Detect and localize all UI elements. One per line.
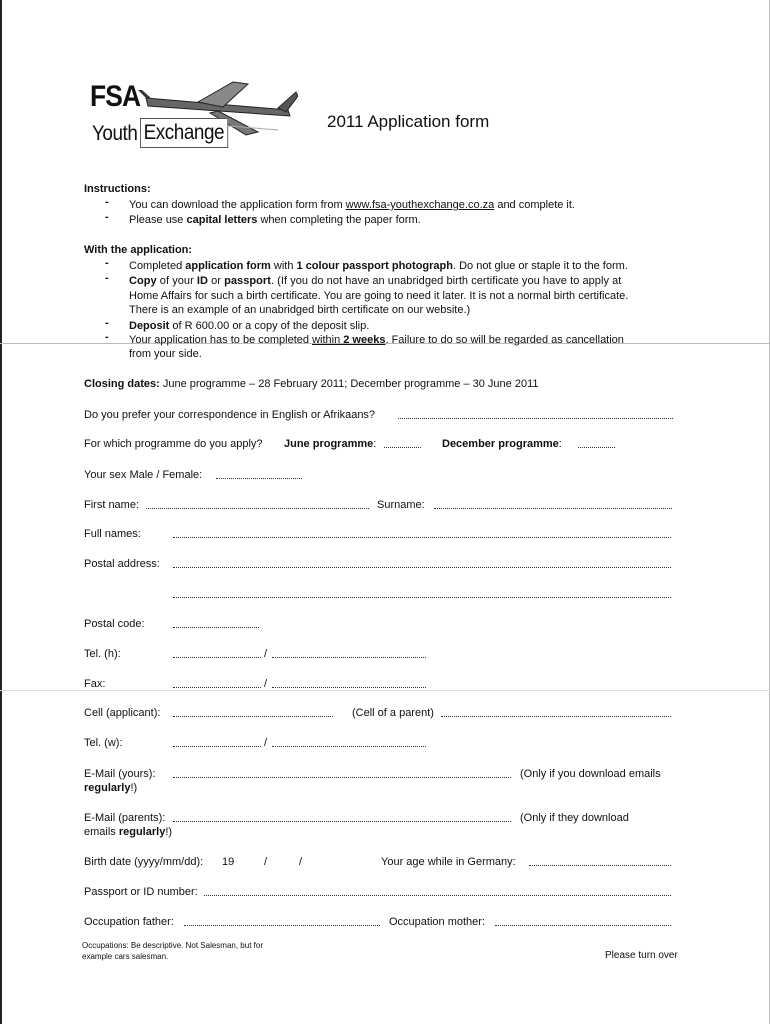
text: of R 600.00 or a copy of the deposit slip. [169,320,370,332]
fax-code-field[interactable] [173,686,261,688]
cell-parent-label: (Cell of a parent) [352,707,434,719]
cell-applicant-field[interactable] [173,715,333,717]
email-yours-label: E-Mail (yours): [84,768,156,780]
text: Your application has to be completed [129,334,313,346]
text: and complete it. [494,199,575,211]
birth-date-label: Birth date (yyyy/mm/dd): [84,856,204,868]
tel-h-label: Tel. (h): [84,648,121,660]
cell-parent-field[interactable] [441,715,671,717]
instruction-item [129,198,575,212]
text: Completed [129,260,186,272]
application-item [129,319,369,333]
footnote-line: Occupations: Be descriptive. Not Salesman, but for [82,941,263,950]
text: Please use [129,214,187,226]
text-bold: capital letters [186,214,258,226]
bullet: - [105,257,109,269]
application-item [129,259,628,273]
text: !) [165,826,173,838]
surname-label: Surname: [377,499,425,511]
postal-code-field[interactable] [173,626,259,628]
full-names-label: Full names: [84,528,141,540]
text-bold-underline: 2 weeks [343,334,386,346]
text: . Failure to do so will be regarded as cancellation [385,334,624,346]
tel-w-code-field[interactable] [173,745,261,747]
cell-applicant-label: Cell (applicant): [84,707,161,719]
fsa-logo [88,80,298,152]
email-yours-note: (Only if you download emails [520,768,661,780]
text-underline: within [312,334,344,346]
birth-date-19: 19 [222,856,235,868]
text-bold: passport [224,275,271,287]
occupation-mother-label: Occupation mother: [389,916,485,928]
text: . (If you do not have an unabridged birth certificate you have to apply at [270,275,622,287]
text: of your [156,275,197,287]
text: : [558,438,562,450]
text-bold: Deposit [129,320,170,332]
website-link[interactable]: www.fsa-youthexchange.co.za [345,199,495,211]
postal-address-label: Postal address: [84,558,160,570]
bullet: - [105,196,109,208]
december-programme-field[interactable] [578,446,615,448]
tel-h-code-field[interactable] [173,656,261,658]
email-parents-note: (Only if they download [520,812,629,824]
first-name-label: First name: [84,499,140,511]
text-bold: Copy [129,275,157,287]
sex-field[interactable] [216,477,302,479]
please-turn-over: Please turn over [605,950,678,961]
application-item-line: from your side. [129,348,202,360]
text-bold: regularly [118,826,166,838]
email-parents-field[interactable] [173,820,511,822]
text: or [208,275,225,287]
correspondence-field[interactable] [398,417,673,419]
logo-fsa: FSA [90,80,141,113]
bullet: - [105,317,109,329]
slash: / [299,856,303,868]
email-yours-field[interactable] [173,776,511,778]
passport-id-field[interactable] [204,894,671,896]
occupation-father-field[interactable] [184,924,380,926]
text-bold: 1 colour passport photograph [296,260,453,272]
surname-field[interactable] [434,507,672,509]
slash: / [264,856,268,868]
correspondence-label: Do you prefer your correspondence in English or Afrikaans? [84,409,376,421]
page-title: 2011 Application form [327,112,490,131]
june-programme-field[interactable] [384,446,421,448]
application-item-line: There is an example of an unabridged birth certificate on our website.) [129,304,471,316]
postal-address-field[interactable] [173,566,671,568]
text-bold: regularly [84,782,131,794]
occupation-father-label: Occupation father: [84,916,174,928]
text-bold: ID [196,275,209,287]
application-item [129,333,624,347]
slash: / [264,737,268,749]
scan-artifact-line [0,690,770,691]
fax-label: Fax: [84,678,106,690]
instruction-item [129,213,421,227]
email-yours-note-2 [84,781,137,795]
instructions-heading: Instructions: [84,183,151,195]
bullet: - [105,272,109,284]
slash: / [264,648,268,660]
footnote-line: example cars salesman. [82,952,169,961]
age-germany-label: Your age while in Germany: [381,856,516,868]
closing-dates [84,377,539,391]
december-programme-label [442,437,562,451]
email-parents-label: E-Mail (parents): [84,812,166,824]
text: when completing the paper form. [257,214,421,226]
scan-edge [0,0,2,1024]
text: You can download the application form from [129,199,346,211]
logo-exchange: Exchange [140,118,229,148]
application-item [129,274,621,288]
text: !) [130,782,138,794]
tel-w-label: Tel. (w): [84,737,123,749]
passport-id-label: Passport or ID number: [84,886,198,898]
june-programme-label [284,437,376,451]
closing-label: Closing dates: [84,378,160,390]
application-heading: With the application: [84,244,193,256]
tel-w-number-field[interactable] [272,745,426,747]
postal-code-label: Postal code: [84,618,145,630]
text: : [373,438,377,450]
tel-h-number-field[interactable] [272,656,426,658]
email-parents-note-2 [84,825,172,839]
postal-address-field-2[interactable] [173,596,671,598]
age-germany-field[interactable] [529,864,671,866]
fax-number-field[interactable] [272,686,426,688]
application-item-line: Home Affairs for such a birth certificate. You are going to need it later. It is not a normal birth certificate. [129,290,629,302]
slash: / [264,678,268,690]
text: June programme [284,438,374,450]
closing-text: June programme – 28 February 2011; December programme – 30 June 2011 [159,378,539,390]
occupation-mother-field[interactable] [495,924,671,926]
logo-youth: Youth [92,122,138,145]
text: emails [84,826,119,838]
text: . Do not glue or staple it to the form. [452,260,628,272]
full-names-field[interactable] [173,536,671,538]
text-bold: application form [185,260,271,272]
text: December programme [442,438,559,450]
bullet: - [105,331,109,343]
programme-label: For which programme do you apply? [84,438,263,450]
first-name-field[interactable] [146,507,369,509]
text: with [270,260,297,272]
sex-label: Your sex Male / Female: [84,469,203,481]
bullet: - [105,211,109,223]
